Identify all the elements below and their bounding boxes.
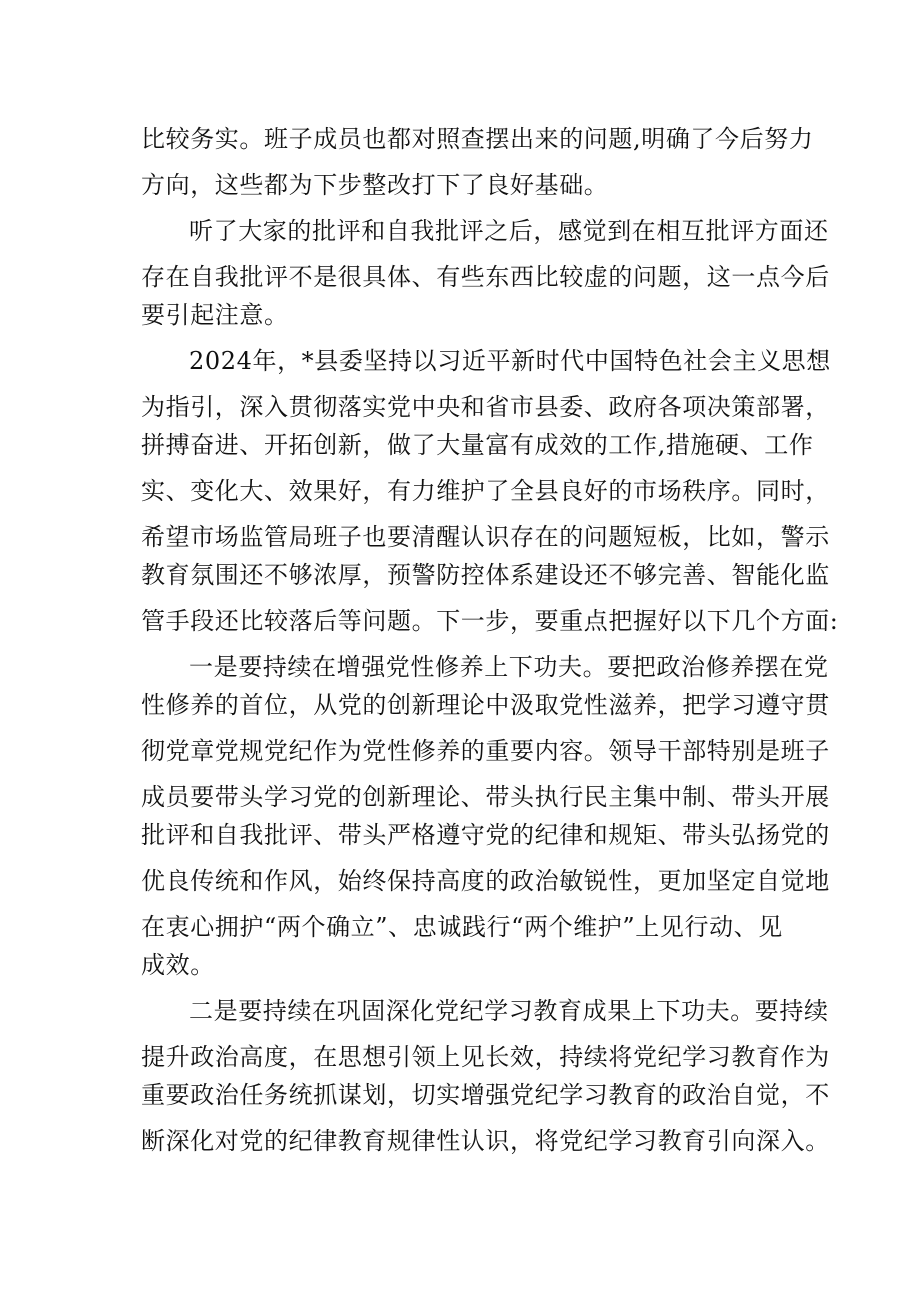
text-line: 管手段还比较落后等问题。下一步，要重点把握好以下几个方面:	[141, 607, 839, 635]
text-line: 比较务实。班子成员也都对照查摆出来的问题,明确了今后努力	[141, 125, 814, 153]
text-line: 成效。	[141, 951, 215, 979]
text-line: 在衷心拥护“两个确立”、忠诚践行“两个维护”上见行动、见	[141, 913, 783, 941]
paragraph-first-line: 一是要持续在增强党性修养上下功夫。要把政治修养摆在党	[189, 653, 829, 681]
text-line: 为指引，深入贯彻落实党中央和省市县委、政府各项决策部署，	[141, 393, 830, 421]
text-line: 要引起注意。	[141, 301, 289, 329]
text-line: 性修养的首位，从党的创新理论中汲取党性滋养，把学习遵守贯	[141, 691, 830, 719]
text-line: 实、变化大、效果好，有力维护了全县良好的市场秩序。同时，	[141, 477, 830, 505]
text-line: 断深化对党的纪律教育规律性认识，将党纪学习教育引向深入。	[141, 1127, 830, 1155]
text-line: 批评和自我批评、带头严格遵守党的纪律和规矩、带头弘扬党的	[141, 821, 830, 849]
text-line: 优良传统和作风，始终保持高度的政治敏锐性，更加坚定自觉地	[141, 867, 830, 895]
paragraph-first-line: 二是要持续在巩固深化党纪学习教育成果上下功夫。要持续	[189, 997, 829, 1025]
text-line: 拼搏奋进、开拓创新，做了大量富有成效的工作,措施硬、工作	[141, 431, 814, 459]
text-line: 成员要带头学习党的创新理论、带头执行民主集中制、带头开展	[141, 783, 830, 811]
text-line: 彻党章党规党纪作为党性修养的重要内容。领导干部特别是班子	[141, 737, 830, 765]
text-line: 希望市场监管局班子也要清醒认识存在的问题短板，比如，警示	[141, 523, 830, 551]
text-line: 存在自我批评不是很具体、有些东西比较虚的问题，这一点今后	[141, 263, 830, 291]
text-line: 提升政治高度，在思想引领上见长效，持续将党纪学习教育作为	[141, 1043, 830, 1071]
text-line: 教育氛围还不够浓厚，预警防控体系建设还不够完善、智能化监	[141, 561, 830, 589]
text-line: 方向，这些都为下步整改打下了良好基础。	[141, 171, 609, 199]
paragraph-first-line: 2024年，*县委坚持以习近平新时代中国特色社会主义思想	[189, 347, 831, 375]
paragraph-first-line: 听了大家的批评和自我批评之后，感觉到在相互批评方面还	[189, 217, 829, 245]
text-line: 重要政治任务统抓谋划，切实增强党纪学习教育的政治自觉，不	[141, 1081, 830, 1109]
